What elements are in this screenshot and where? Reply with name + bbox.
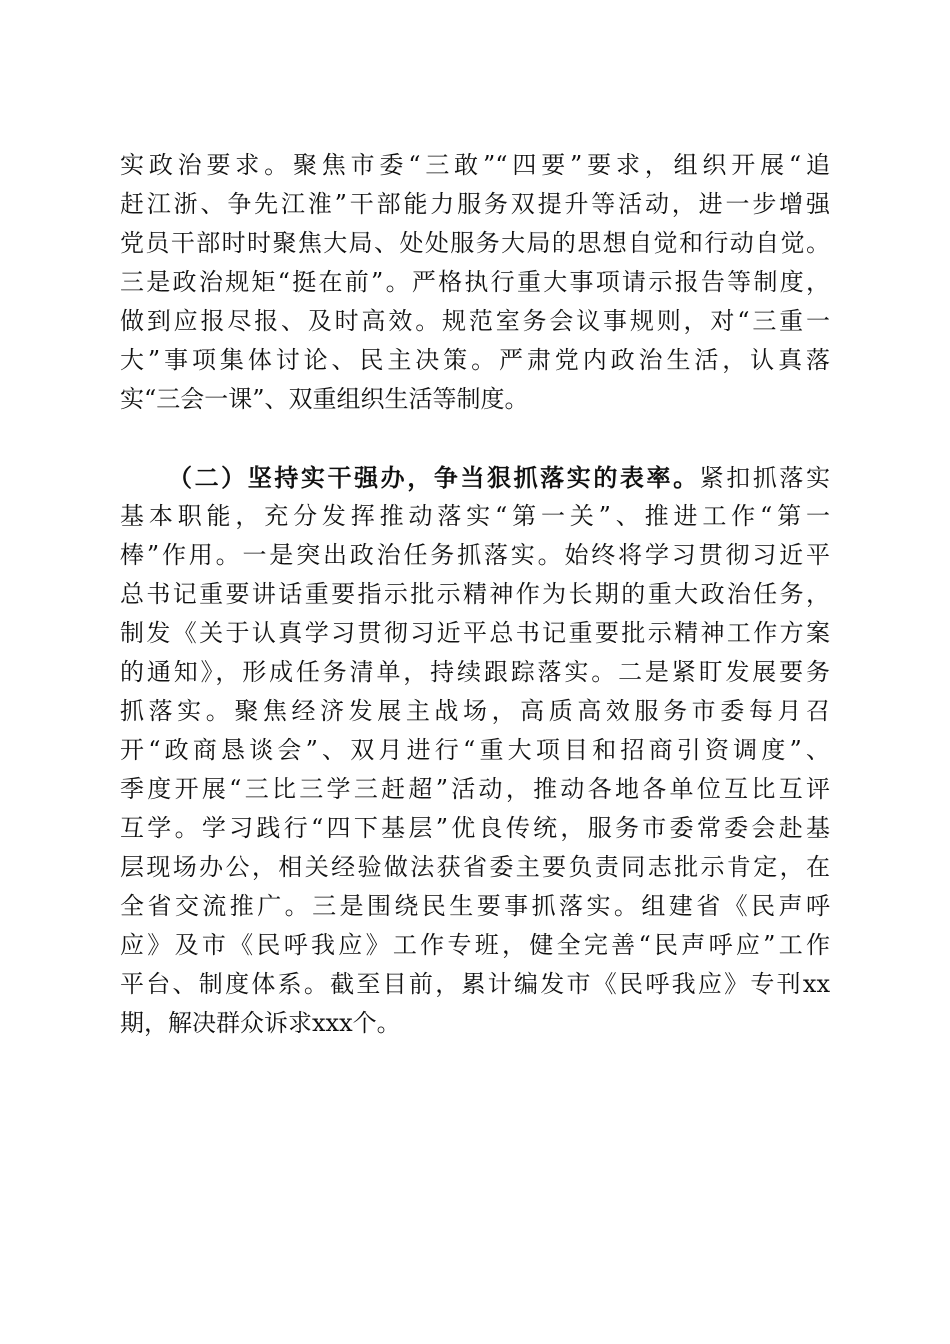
text-line: 应》及市《民呼我应》工作专班，健全完善“民声呼应”工作	[120, 931, 830, 959]
paragraph-implementation	[120, 458, 830, 1043]
paragraph-political-requirements	[120, 146, 830, 419]
section-heading-line	[120, 458, 830, 497]
text-line: 基本职能，充分发挥推动落实“第一关”、推进工作“第一	[120, 502, 830, 530]
text-line: 抓落实。聚焦经济发展主战场，高质高效服务市委每月召	[120, 697, 830, 725]
text-line: 开“政商恳谈会”、双月进行“重大项目和招商引资调度”、	[120, 736, 830, 764]
text-line: 棒”作用。一是突出政治任务抓落实。始终将学习贯彻习近平	[120, 541, 830, 569]
text-line: 全省交流推广。三是围绕民生要事抓落实。组建省《民声呼	[120, 892, 830, 920]
text-line: 制发《关于认真学习贯彻习近平总书记重要批示精神工作方案	[120, 619, 830, 647]
text-line: 层现场办公，相关经验做法获省委主要负责同志批示肯定，在	[120, 853, 830, 881]
text-line: 实政治要求。聚焦市委“三敢”“四要”要求，组织开展“追	[120, 151, 830, 179]
text-line: 总书记重要讲话重要指示批示精神作为长期的重大政治任务，	[120, 580, 830, 608]
text-line: 互学。学习践行“四下基层”优良传统，服务市委常委会赴基	[120, 814, 830, 842]
text-line: 期，解决群众诉求xxx个。	[120, 1009, 401, 1037]
text-line: 做到应报尽报、及时高效。规范室务会议事规则，对“三重一	[120, 307, 830, 335]
text-line: 实“三会一课”、双重组织生活等制度。	[120, 385, 529, 413]
text-line: 的通知》，形成任务清单，持续跟踪落实。二是紧盯发展要务	[120, 658, 830, 686]
text-line: 赶江浙、争先江淮”干部能力服务双提升等活动，进一步增强	[120, 190, 830, 218]
text-fragment: 紧扣抓落实	[699, 464, 831, 492]
text-line: 季度开展“三比三学三赶超”活动，推动各地各单位互比互评	[120, 775, 830, 803]
text-line: 平台、制度体系。截至目前，累计编发市《民呼我应》专刊xx	[120, 970, 830, 998]
text-line: 三是政治规矩“挺在前”。严格执行重大事项请示报告等制度，	[120, 268, 830, 296]
text-line: 党员干部时时聚焦大局、处处服务大局的思想自觉和行动自觉。	[120, 229, 830, 257]
section-heading: （二）坚持实干强办，争当狠抓落实的表率。	[168, 463, 700, 492]
text-line: 大”事项集体讨论、民主决策。严肃党内政治生活，认真落	[120, 346, 830, 374]
